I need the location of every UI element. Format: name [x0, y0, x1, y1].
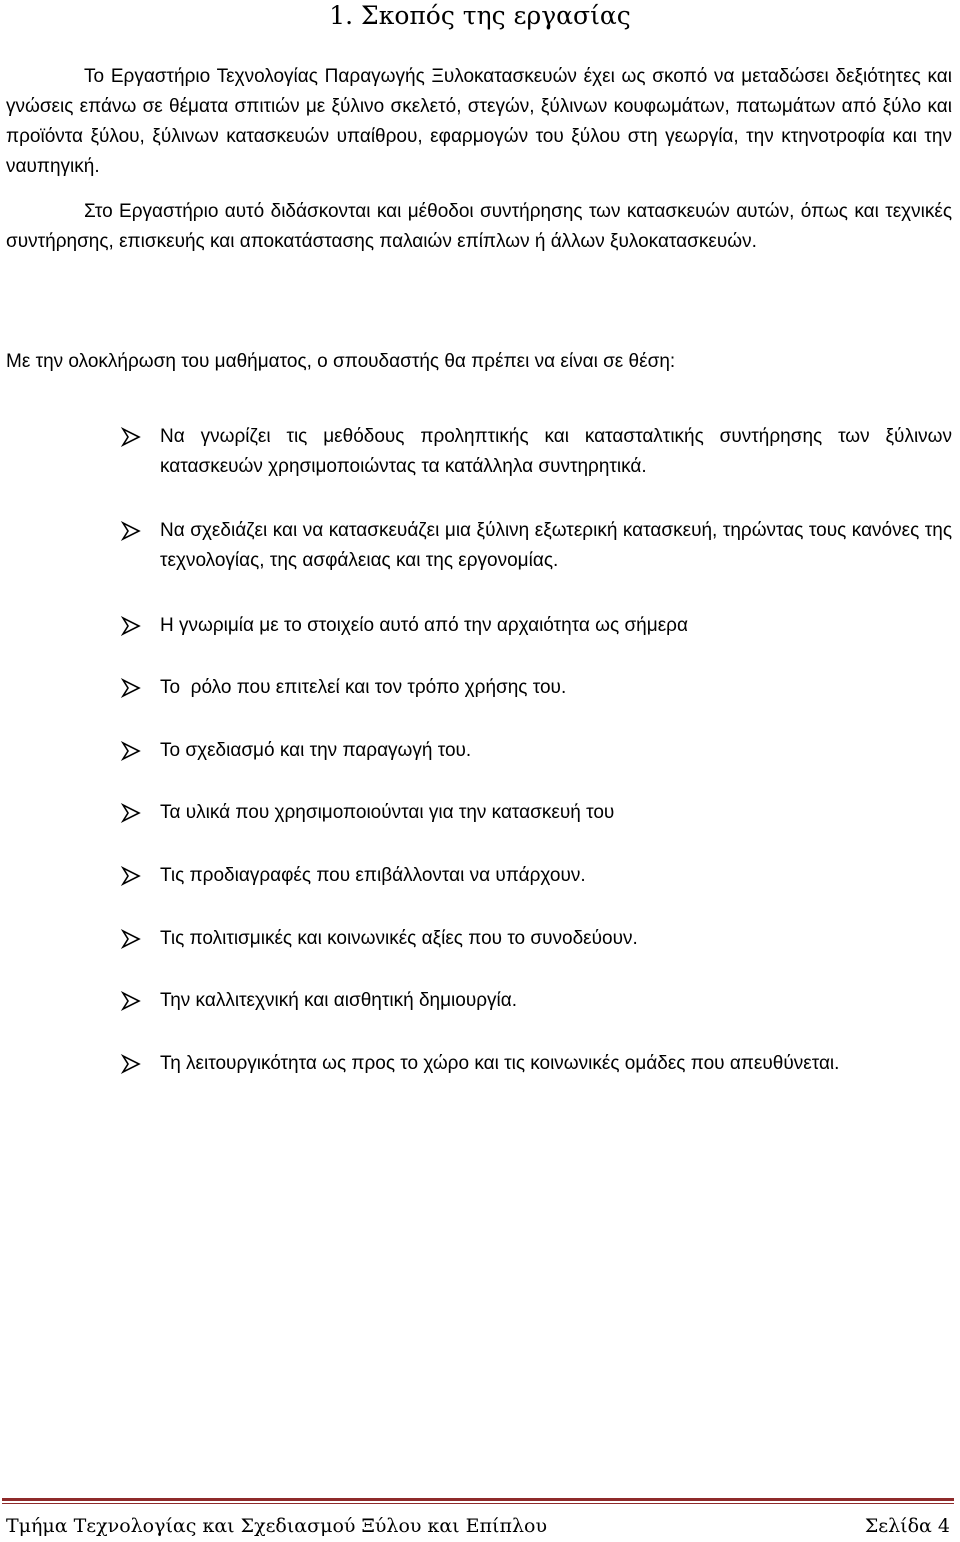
list-item: [120, 986, 952, 1016]
arrowhead-bullet-icon: [120, 736, 142, 766]
list-item: [120, 422, 952, 482]
footer-department: Τμήμα Τεχνολογίας και Σχεδιασμού Ξύλου και Επίπλου: [6, 1515, 547, 1537]
list-item: [120, 516, 952, 576]
arrowhead-bullet-icon: [120, 986, 142, 1016]
list-item-text: Τις πολιτισμικές και κοινωνικές αξίες που το συνοδεύουν.: [160, 928, 638, 949]
intro-paragraph: Το Εργαστήριο Τεχνολογίας Παραγωγής Ξυλοκατασκευών έχει ως σκοπό να μεταδώσει δεξιότητες και γνώσεις επάνω σε θέματα σπιτιών με ξύλινο σκελετό, στεγών, ξύλινων κουφωμάτων, πατωμάτων από ξύλο και προϊόντα ξύλου, ξύλινων κατασκευών υπαίθρου, εφαρμογών του ξύλου στη γεωργία, την κτηνοτροφία και την ναυπηγική.: [6, 66, 952, 177]
list-item: [120, 673, 952, 703]
list-item-text: Να γνωρίζει τις μεθόδους προληπτικής και κατασταλτικής συντήρησης των ξύλινων κατασκευών χρησιμοποιώντας τα κατάλληλα συντηρητικά.: [160, 426, 952, 477]
list-item-text: Το ρόλο που επιτελεί και τον τρόπο χρήσης του.: [160, 677, 567, 698]
footer-divider-thin: [2, 1503, 954, 1504]
list-item: [120, 861, 952, 891]
footer-page-number: Σελίδα 4: [864, 1515, 950, 1537]
section-heading: 1. Σκοπός της εργασίας: [329, 1, 631, 30]
objectives-intro: Με την ολοκλήρωση του μαθήματος, ο σπουδαστής θα πρέπει να είναι σε θέση:: [6, 351, 676, 372]
arrowhead-bullet-icon: [120, 1049, 142, 1079]
footer-divider: [2, 1498, 954, 1501]
arrowhead-bullet-icon: [120, 611, 142, 641]
list-item: [120, 611, 952, 641]
list-item-text: Τα υλικά που χρησιμοποιούνται για την κατασκευή του: [160, 802, 615, 823]
list-item: [120, 1049, 952, 1079]
arrowhead-bullet-icon: [120, 516, 142, 546]
list-item-text: Το σχεδιασμό και την παραγωγή του.: [160, 740, 472, 761]
arrowhead-bullet-icon: [120, 861, 142, 891]
list-item-text: Να σχεδιάζει και να κατασκευάζει μια ξύλινη εξωτερική κατασκευή, τηρώντας τους κανόνες της τεχνολογίας, της ασφάλειας και της εργονομίας.: [160, 520, 952, 571]
arrowhead-bullet-icon: [120, 673, 142, 703]
list-item: [120, 798, 952, 828]
list-item: [120, 736, 952, 766]
arrowhead-bullet-icon: [120, 924, 142, 954]
maintenance-paragraph: Στο Εργαστήριο αυτό διδάσκονται και μέθοδοι συντήρησης των κατασκευών αυτών, όπως και τεχνικές συντήρησης, επισκευής και αποκατάστασης παλαιών επίπλων ή άλλων ξυλοκατασκευών.: [6, 201, 952, 252]
list-item-text: Η γνωριμία με το στοιχείο αυτό από την αρχαιότητα ως σήμερα: [160, 615, 688, 636]
list-item-text: Τις προδιαγραφές που επιβάλλονται να υπάρχουν.: [160, 865, 586, 886]
arrowhead-bullet-icon: [120, 798, 142, 828]
list-item: [120, 924, 952, 954]
list-item-text: Τη λειτουργικότητα ως προς το χώρο και τις κοινωνικές ομάδες που απευθύνεται.: [160, 1053, 840, 1074]
list-item-text: Την καλλιτεχνική και αισθητική δημιουργία.: [160, 990, 518, 1011]
arrowhead-bullet-icon: [120, 422, 142, 452]
page-footer: [6, 1512, 950, 1540]
